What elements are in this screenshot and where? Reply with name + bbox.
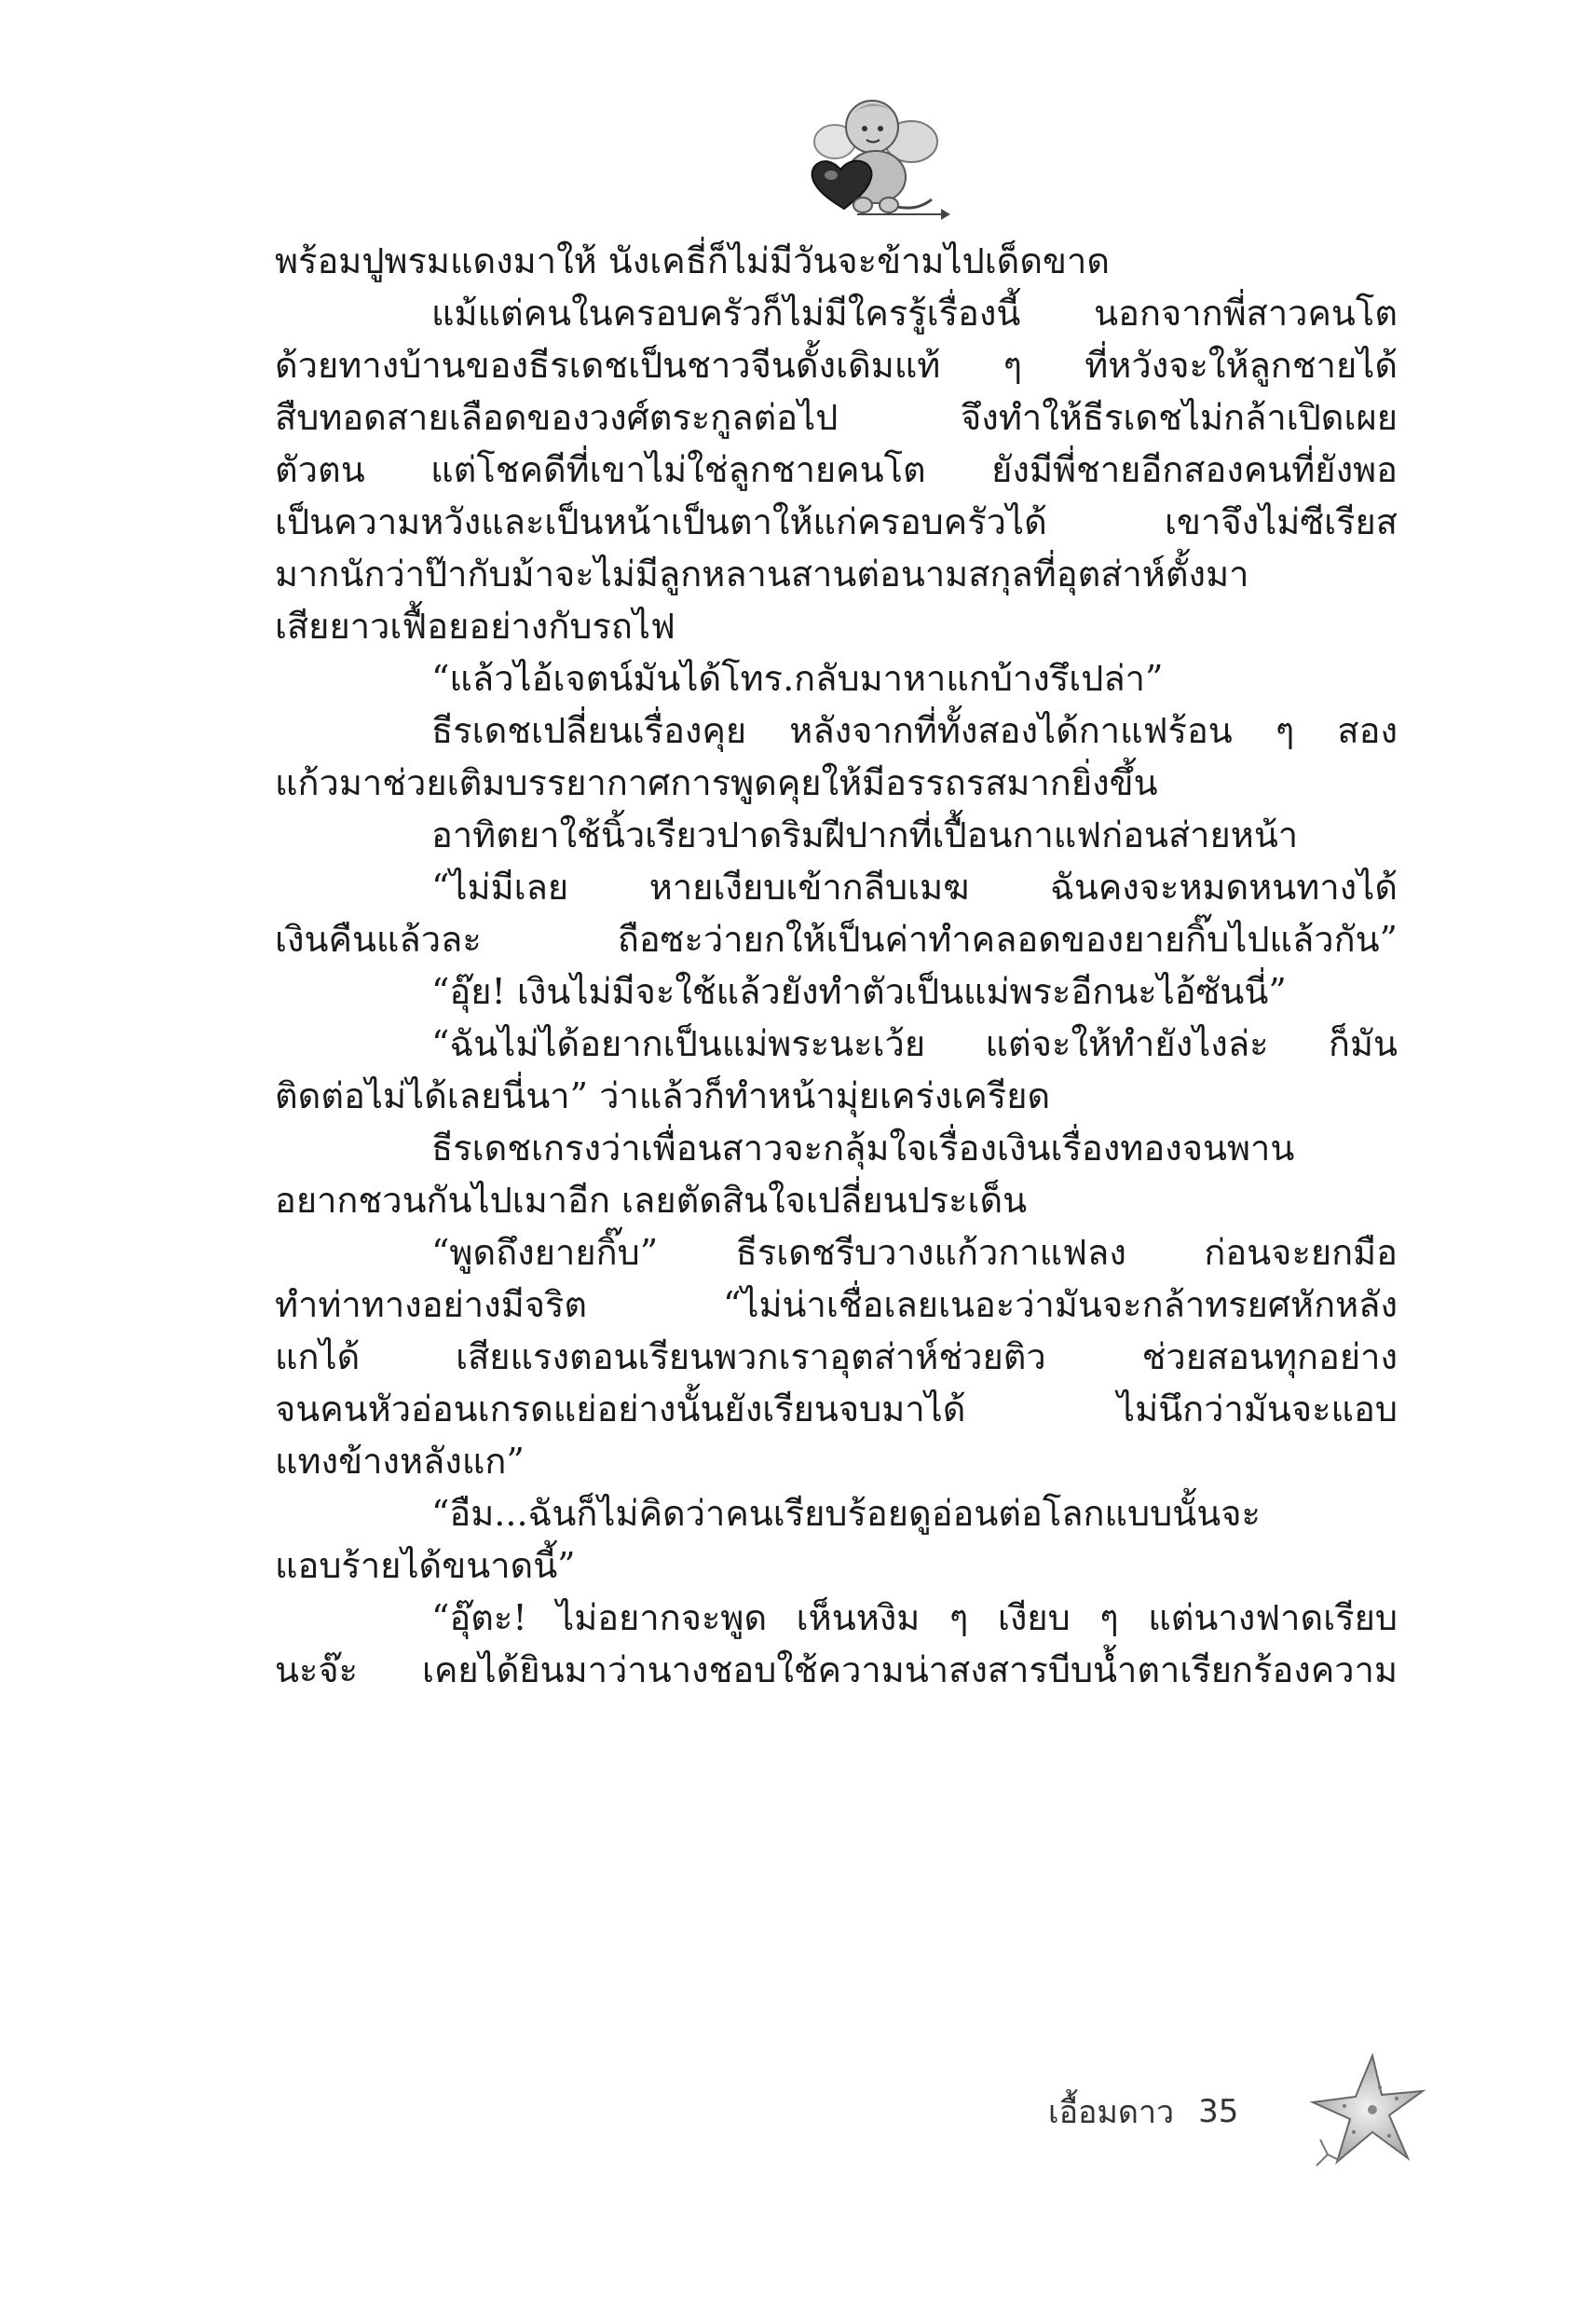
cupid-with-heart-icon <box>792 84 950 233</box>
text-line: ธีรเดชเปลี่ยนเรื่องคุย หลังจากที่ทั้งสองได้กาแฟร้อน ๆ สอง <box>431 710 1398 751</box>
text-line: แกได้ เสียแรงตอนเรียนพวกเราอุตส่าห์ช่วยติว ช่วยสอนทุกอย่าง <box>275 1336 1398 1377</box>
starfish-icon <box>1300 2050 1430 2171</box>
text-line: มากนักว่าป๊ากับม้าจะไม่มีลูกหลานสานต่อนามสกุลที่อุตส่าห์ตั้งมา <box>275 554 1249 595</box>
text-line: เงินคืนแล้วละ ถือซะว่ายกให้เป็นค่าทำคลอดของยายกิ๊บไปแล้วกัน” <box>275 919 1398 960</box>
text-line: แก้วมาช่วยเติมบรรยากาศการพูดคุยให้มีอรรถรสมากยิ่งขึ้น <box>275 762 1158 803</box>
text-line: เป็นความหวังและเป็นหน้าเป็นตาให้แก่ครอบครัวได้ เขาจึงไม่ซีเรียส <box>275 501 1398 542</box>
text-line: ทำท่าทางอย่างมีจริต “ไม่น่าเชื่อเลยเนอะว่ามันจะกล้าทรยศหักหลัง <box>275 1284 1398 1325</box>
text-line: อยากชวนกันไปเมาอีก เลยตัดสินใจเปลี่ยนประเด็น <box>275 1180 1028 1221</box>
text-line: ตัวตน แต่โชคดีที่เขาไม่ใช่ลูกชายคนโต ยังมีพี่ชายอีกสองคนที่ยังพอ <box>275 449 1398 490</box>
text-line: “อุ๊ย! เงินไม่มีจะใช้แล้วยังทำตัวเป็นแม่พระอีกนะไอ้ซันนี่” <box>431 971 1287 1012</box>
page-number: 35 <box>1198 2093 1239 2130</box>
text-line: ธีรเดชเกรงว่าเพื่อนสาวจะกลุ้มใจเรื่องเงินเรื่องทองจนพาน <box>431 1128 1295 1169</box>
text-line: แอบร้ายได้ขนาดนี้” <box>275 1545 576 1586</box>
text-line: “อืม...ฉันก็ไม่คิดว่าคนเรียบร้อยดูอ่อนต่อโลกแบบนั้นจะ <box>431 1493 1261 1534</box>
text-line: “พูดถึงยายกิ๊บ” ธีรเดชรีบวางแก้วกาแฟลง ก่อนจะยกมือ <box>431 1232 1398 1273</box>
book-title: เอื้อมดาว <box>1048 2094 1175 2131</box>
text-line: อาทิตยาใช้นิ้วเรียวปาดริมฝีปากที่เปื้อนกาแฟก่อนส่ายหน้า <box>431 814 1299 855</box>
text-line: แทงข้างหลังแก” <box>275 1441 525 1482</box>
text-line: ติดต่อไม่ได้เลยนี่นา” ว่าแล้วก็ทำหน้ามุ่ยเคร่งเครียด <box>275 1075 1051 1116</box>
text-line: สืบทอดสายเลือดของวงศ์ตระกูลต่อไป จึงทำให้ธีรเดชไม่กล้าเปิดเผย <box>275 397 1398 438</box>
text-line: “อุ๊ตะ! ไม่อยากจะพูด เห็นหงิม ๆ เงียบ ๆ แต่นางฟาดเรียบ <box>431 1597 1398 1638</box>
text-line: “แล้วไอ้เจตน์มันได้โทร.กลับมาหาแกบ้างรึเปล่า” <box>431 658 1164 699</box>
body-text <box>275 235 1398 1696</box>
text-line: ด้วยทางบ้านของธีรเดชเป็นชาวจีนดั้งเดิมแท้ ๆ ที่หวังจะให้ลูกชายได้ <box>275 345 1398 386</box>
text-line: “ฉันไม่ได้อยากเป็นแม่พระนะเว้ย แต่จะให้ทำยังไงล่ะ ก็มัน <box>431 1023 1398 1064</box>
page-footer <box>1048 2084 1238 2140</box>
text-line: พร้อมปูพรมแดงมาให้ นังเคธี่ก็ไม่มีวันจะข้ามไปเด็ดขาด <box>275 240 1111 281</box>
text-line: จนคนหัวอ่อนเกรดแย่อย่างนั้นยังเรียนจบมาได้ ไม่นึกว่ามันจะแอบ <box>275 1388 1398 1429</box>
text-line: นะจ๊ะ เคยได้ยินมาว่านางชอบใช้ความน่าสงสารบีบน้ำตาเรียกร้องความ <box>275 1649 1398 1690</box>
text-line: เสียยาวเฟื้อยอย่างกับรถไฟ <box>275 606 675 647</box>
text-line: แม้แต่คนในครอบครัวก็ไม่มีใครรู้เรื่องนี้ นอกจากพี่สาวคนโต <box>431 293 1398 334</box>
text-line: “ไม่มีเลย หายเงียบเข้ากลีบเมฆ ฉันคงจะหมดหนทางได้ <box>431 867 1398 908</box>
